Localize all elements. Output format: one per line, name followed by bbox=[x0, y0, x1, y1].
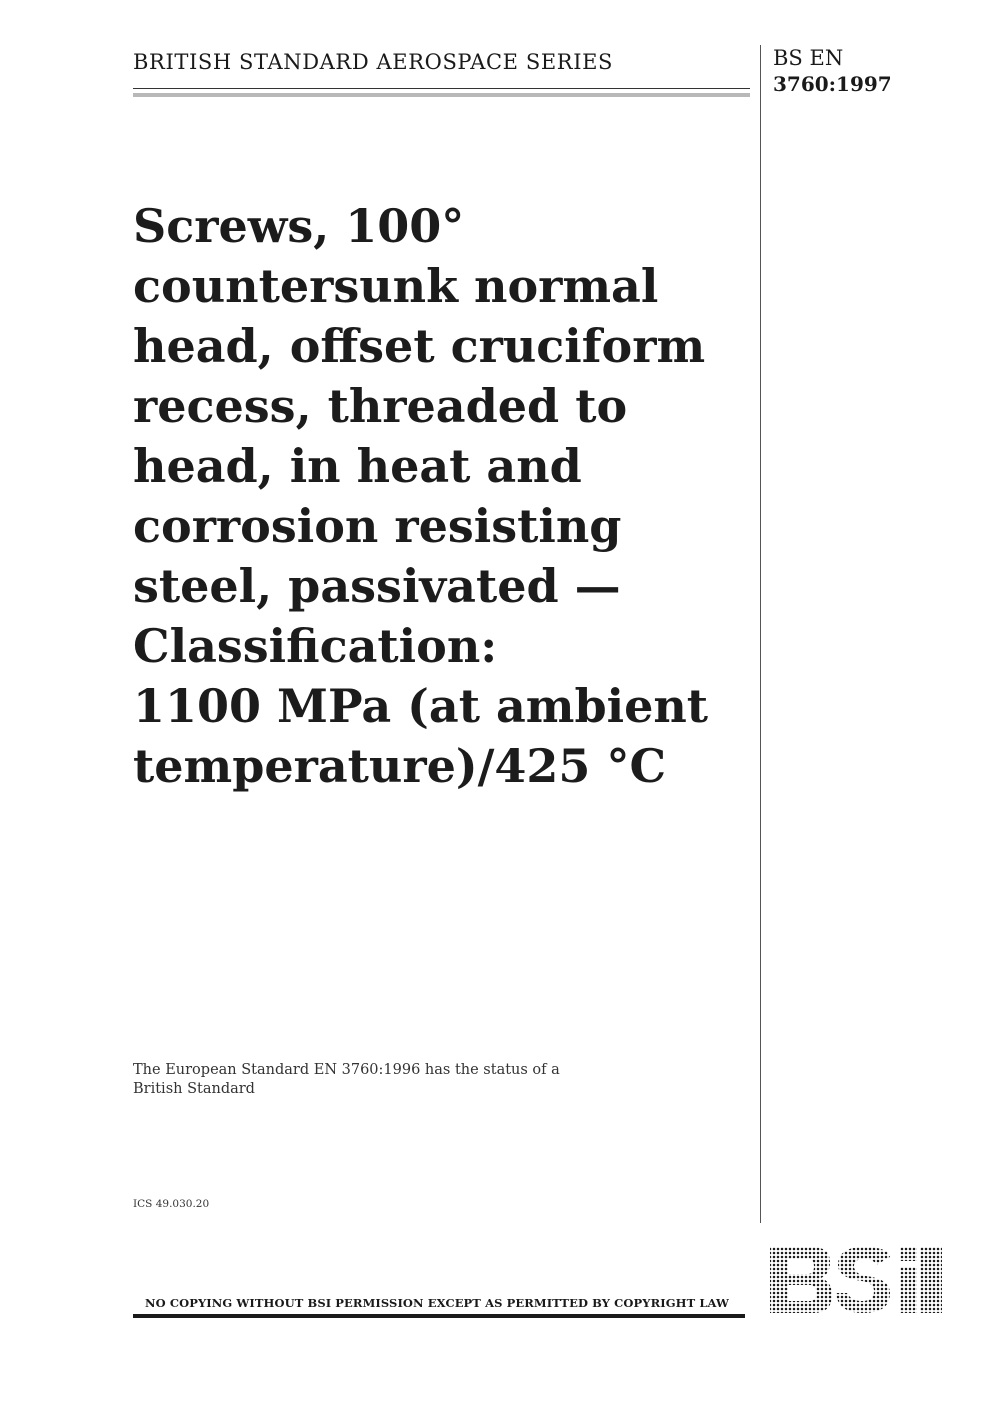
title-line: recess, threaded to bbox=[133, 379, 628, 433]
series-header: BRITISH STANDARD AEROSPACE SERIES bbox=[133, 50, 614, 74]
title-line: 1100 MPa (at ambient bbox=[133, 679, 709, 733]
standard-number bbox=[773, 45, 892, 97]
standard-number-prefix: BS EN bbox=[773, 46, 844, 70]
standard-number-code: 3760:1997 bbox=[773, 72, 892, 96]
vertical-divider bbox=[760, 45, 761, 1223]
title-line: head, in heat and bbox=[133, 439, 582, 493]
title-line: steel, passivated — bbox=[133, 559, 621, 613]
status-note-line: The European Standard EN 3760:1996 has the status of a bbox=[133, 1062, 560, 1078]
status-note bbox=[133, 1061, 560, 1099]
title-line: countersunk normal bbox=[133, 259, 659, 313]
title-line: temperature)/425 °C bbox=[133, 739, 667, 793]
footer-rule bbox=[133, 1314, 745, 1318]
status-note-line: British Standard bbox=[133, 1081, 255, 1097]
title-line: head, offset cruciform bbox=[133, 319, 706, 373]
header-gray-rule bbox=[133, 93, 750, 97]
document-title bbox=[133, 196, 753, 796]
copyright-notice: NO COPYING WITHOUT BSI PERMISSION EXCEPT AS PERMITTED BY COPYRIGHT LAW bbox=[145, 1296, 730, 1310]
title-line: Classification: bbox=[133, 619, 498, 673]
header-rule bbox=[133, 88, 750, 89]
ics-code: ICS 49.030.20 bbox=[133, 1198, 210, 1210]
bsi-logo bbox=[768, 1243, 944, 1317]
bsi-logo-text: BSi bbox=[768, 1243, 770, 1244]
title-line: corrosion resisting bbox=[133, 499, 622, 553]
title-line: Screws, 100° bbox=[133, 199, 465, 253]
